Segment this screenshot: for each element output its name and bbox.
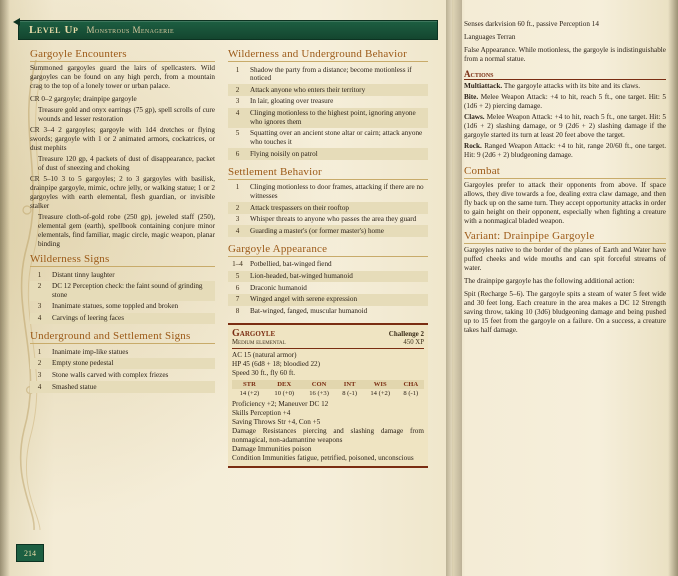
table-row [228, 294, 428, 306]
row-number: 2 [228, 84, 247, 96]
statblock-challenge: Challenge 2 [388, 330, 424, 339]
row-number: 6 [235, 283, 240, 292]
banner-corner-icon [13, 18, 20, 26]
row-text: Squatting over an ancient stone altar or cairn; attack anyone who touches it [250, 129, 423, 146]
row-text: Inanimate imp-like statues [52, 347, 129, 356]
table-row [30, 313, 215, 325]
section-title-gargoyle-encounters: Gargoyle Encounters [30, 48, 215, 62]
ability-header: DEX [277, 381, 292, 389]
action-text: Melee Weapon Attack: +4 to hit, reach 5 ft., one target. Hit: 5 (1d6 + 2) piercing damage. [464, 93, 667, 110]
table-row [30, 269, 215, 281]
row-text: DC 12 Perception check: the faint sound of grinding stone [49, 281, 215, 301]
statblock-name: Gargoyle [232, 328, 276, 340]
page-edge-shadow-right [668, 0, 678, 576]
ability-value: 14 (+2) [239, 390, 260, 398]
actions-header: Actions [464, 69, 666, 80]
section-title-combat: Combat [464, 165, 666, 179]
paragraph-spit-action: Spit (Recharge 5–6). The gargoyle spits a steam of water 5 feet wide and 30 feet long. Each creature in the area makes a DC 12 Strength saving throw, taking 10 (3d6) bludgeoning damage and being pushed up to 15 feet from the gargoyle on a failure. On a success, a creature takes half damage. [464, 290, 666, 334]
row-text: Carvings of leering faces [49, 313, 215, 325]
divider [232, 348, 424, 349]
ability-value: 8 (-1) [342, 390, 358, 398]
table-row [30, 301, 215, 313]
table-row [228, 282, 428, 294]
table-row [228, 225, 428, 237]
section-title-underground-settlement-signs: Underground and Settlement Signs [30, 330, 215, 344]
row-number: 4 [228, 108, 247, 128]
row-number: 8 [235, 307, 240, 316]
section-title-variant-drainpipe-gargoyle: Variant: Drainpipe Gargoyle [464, 230, 666, 244]
statblock-condition-immunities: Condition Immunities fatigue, petrified, poisoned, unconscious [232, 454, 414, 463]
book-gutter [446, 0, 462, 576]
row-text: Potbellied, bat-winged fiend [250, 260, 332, 269]
table-row [228, 182, 428, 202]
row-text: Empty stone pedestal [49, 358, 215, 370]
row-text: Attack anyone who enters their territory [247, 84, 428, 96]
row-number: 6 [228, 148, 247, 160]
row-text: Stone walls carved with complex friezes [52, 370, 169, 379]
middle-column [228, 48, 428, 468]
row-text: Inanimate statues, some toppled and broken [52, 302, 179, 311]
row-number: 3 [37, 302, 42, 311]
table-row [228, 202, 428, 214]
table-row [30, 381, 215, 393]
table-row [30, 358, 215, 370]
row-number: 1 [235, 65, 240, 74]
paragraph: The drainpipe gargoyle has the following additional action: [464, 277, 635, 285]
row-number: 3 [37, 370, 42, 379]
ability-header: CON [311, 381, 327, 389]
statblock-ac: AC 15 (natural armor) [232, 351, 297, 360]
action-text: Ranged Weapon Attack: +4 to hit, range 20/60 ft., one target. Hit: 9 (2d6 + 2) bludgeoning damage. [464, 142, 666, 159]
row-number: 5 [235, 129, 240, 138]
left-column [30, 48, 215, 399]
ability-value: 16 (+3) [309, 390, 329, 398]
row-text: Attack trespassers on their rooftop [247, 202, 428, 214]
ability-header: STR [243, 381, 256, 389]
table-row [228, 96, 428, 108]
row-text: Shadow the party from a distance; become motionless if noticed [250, 65, 412, 83]
paragraph: Gargoyles prefer to attack their opponents from above. If space allows, they dive towards a foe, dealing extra claw damage, and then fly back up on the same turn. They accept opportunity attacks in order to gain height on their opponent, especially when fighting a creature with a nonmagical bladed weapon. [464, 181, 666, 225]
ability-score-table [232, 380, 424, 398]
statblock-skills: Skills Perception +4 [232, 409, 291, 418]
action-name: Bite. [464, 93, 479, 101]
trait-false-appearance: False Appearance. While motionless, the gargoyle is indistinguishable from a normal statue. [464, 46, 666, 63]
table-row [228, 84, 428, 96]
row-number: 4 [228, 225, 247, 237]
table-row [228, 148, 428, 160]
table-wilderness-underground-behavior [228, 64, 428, 160]
row-number: 1 [37, 347, 42, 356]
book-title: Level Up [29, 24, 79, 36]
ability-header: INT [343, 381, 356, 389]
statblock-hp: HP 45 (6d8 + 18; bloodied 22) [232, 360, 321, 369]
statblock-gargoyle [228, 323, 428, 468]
row-number: 2 [30, 281, 49, 301]
action-text: Melee Weapon Attack: +4 to hit, reach 5 ft., one target. Hit: 5 (1d6 + 2) slashing damage, or 9 (2d6 + 2) slashing damage if the gargoyle started its turn at least 20 feet above the target. [464, 113, 666, 139]
table-row [228, 64, 428, 84]
table-row [232, 380, 424, 389]
paragraph: Treasure cloth-of-gold robe (250 gp), jeweled staff (250), elemental gem (earth), spellbook containing conjure minor elementals, find familiar, magic circle, magic weapon, planar binding [38, 213, 215, 248]
row-number: 5 [228, 271, 247, 283]
row-number: 1 [37, 270, 42, 279]
table-row [228, 128, 428, 148]
right-page [452, 0, 678, 576]
ability-value: 10 (+0) [274, 390, 295, 398]
table-row [228, 108, 428, 128]
paragraph: CR 5–10 3 to 5 gargoyles; 2 to 3 gargoyles with basilisk, drainpipe gargoyle, mimic, ochre jelly, or walking statue; 1 or 2 gargoyles with earth elemental, flesh guardian, or invisible stalker [30, 175, 215, 210]
table-row [228, 271, 428, 283]
row-text: Flying noisily on patrol [247, 148, 428, 160]
paragraph: Summoned gargoyles guard the lairs of spellcasters. Wild gargoyles can be found on any high perch, from a mountain crag to the top of a lonely tower or urban palace. [30, 64, 215, 90]
ability-value: 14 (+2) [370, 390, 391, 398]
row-text: Smashed statue [49, 381, 215, 393]
statblock-xp: 450 XP [403, 339, 424, 347]
paragraph: CR 0–2 gargoyle; drainpipe gargoyle [30, 95, 137, 103]
paragraph: Treasure gold and onyx earrings (75 gp), spell scrolls of cure wounds and lesser restoration [38, 106, 215, 123]
statblock-type: Medium elemental [232, 339, 286, 347]
table-row [228, 259, 428, 271]
row-text: Clinging motionless to door frames, attacking if there are no witnesses [250, 183, 424, 200]
section-title-wilderness-signs: Wilderness Signs [30, 253, 215, 267]
table-row [30, 346, 215, 358]
table-wilderness-signs [30, 269, 215, 324]
row-text: Draconic humanoid [250, 283, 307, 292]
table-row [232, 389, 424, 398]
ability-value: 8 (-1) [403, 390, 419, 398]
table-row [30, 281, 215, 301]
row-number: 3 [235, 215, 240, 224]
row-number: 3 [235, 97, 240, 106]
page-number: 214 [16, 544, 44, 562]
statblock-proficiency: Proficiency +2; Maneuver DC 12 [232, 400, 329, 409]
row-number: 4 [30, 381, 49, 393]
paragraph: CR 3–4 2 gargoyles; gargoyle with 1d4 dretches or flying swords; gargoyle with 1 or 2 animated armors, cockatrices, or dust mephits [30, 126, 215, 152]
statblock-languages: Languages Terran [464, 33, 516, 41]
section-title-wilderness-underground-behavior: Wilderness and Underground Behavior [228, 48, 428, 62]
row-text: Winged angel with serene expression [247, 294, 428, 306]
row-text: Guarding a master's (or former master's) home [247, 225, 428, 237]
page-header-banner [18, 20, 438, 40]
paragraph: Treasure 120 gp, 4 packets of dust of disappearance, packet of dust of sneezing and choking [38, 155, 215, 172]
action-multiattack [464, 82, 666, 91]
section-title-settlement-behavior: Settlement Behavior [228, 166, 428, 180]
action-text: The gargoyle attacks with its bite and its claws. [503, 82, 641, 90]
table-underground-settlement-signs [30, 346, 215, 393]
row-text: Whisper threats to anyone who passes the area they guard [250, 215, 417, 224]
statblock-damage-immunities: Damage Immunities poison [232, 445, 312, 454]
table-row [30, 369, 215, 381]
action-claws [464, 113, 666, 140]
action-name: Multiattack. [464, 82, 503, 90]
row-number: 4 [30, 313, 49, 325]
right-column [464, 20, 666, 339]
table-gargoyle-appearance [228, 259, 428, 317]
row-number: 1 [235, 183, 240, 192]
row-number: 7 [228, 294, 247, 306]
ability-header: CHA [403, 381, 419, 389]
row-number: 2 [228, 202, 247, 214]
row-text: In lair, gloating over treasure [250, 97, 334, 106]
row-text: Bat-winged, fanged, muscular humanoid [250, 307, 368, 316]
action-name: Claws. [464, 113, 485, 121]
statblock-saves: Saving Throws Str +4, Con +5 [232, 418, 321, 427]
ability-header: WIS [373, 381, 387, 389]
row-number: 1–4 [232, 260, 243, 269]
action-name: Rock. [464, 142, 482, 150]
statblock-speed: Speed 30 ft., fly 60 ft. [232, 369, 296, 378]
book-subtitle: Monstrous Menagerie [86, 25, 175, 35]
row-number: 2 [30, 358, 49, 370]
action-rock [464, 142, 666, 160]
row-text: Lion-headed, bat-winged humanoid [247, 271, 428, 283]
table-row [228, 306, 428, 318]
section-title-gargoyle-appearance: Gargoyle Appearance [228, 243, 428, 257]
statblock-senses: Senses darkvision 60 ft., passive Perception 14 [464, 20, 599, 28]
table-row [228, 214, 428, 226]
table-settlement-behavior [228, 182, 428, 237]
paragraph: Gargoyles native to the border of the planes of Earth and Water have puffed cheeks and wide mouths and can spit forceful streams of water. [464, 246, 666, 272]
row-text: Clinging motionless to the highest point, ignoring anyone who ignores them [247, 108, 428, 128]
row-text: Distant tinny laughter [52, 270, 115, 279]
statblock-damage-resistances: Damage Resistances piercing and slashing damage from nonmagical, non-adamantine weapons [232, 427, 424, 445]
action-bite [464, 93, 666, 111]
